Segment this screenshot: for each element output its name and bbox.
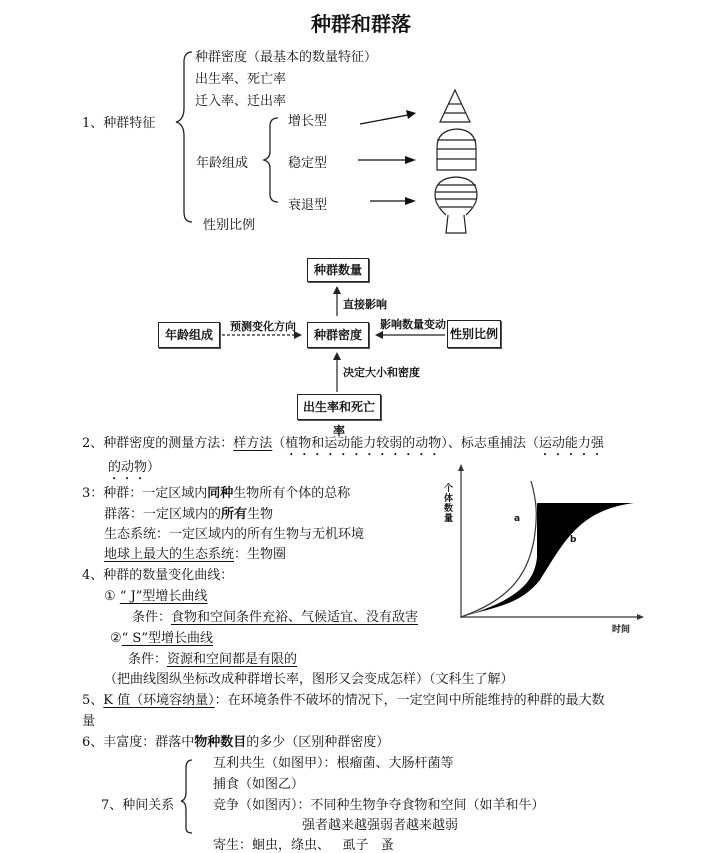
- j-curve-title: ① “ J”型增长曲线: [104, 589, 208, 604]
- mutualism-item: 互利共生（如图甲）：根瘤菌、大肠杆菌等: [213, 756, 454, 771]
- migration-item: 迁入率、迁出率: [195, 94, 287, 109]
- pop-density-item: 种群密度（最基本的数量特征）: [195, 50, 378, 65]
- mark-recapture-note: （运动能力强: [525, 436, 604, 451]
- competition-note: 强者越来越强弱者越来越弱: [302, 818, 459, 833]
- flow-box-sex-ratio: 性别比例: [447, 320, 501, 348]
- quadrat-note: （植物和运动能力较弱的动物）: [272, 436, 448, 451]
- section1-label: 1、种群特征: [82, 116, 156, 131]
- chart-xlabel: 时间: [612, 625, 631, 635]
- j-curve-condition: 条件：食物和空间条件充裕、气候适宜、没有敌害: [132, 610, 419, 625]
- all-emph: 所有: [221, 507, 248, 522]
- age-type-stable: 稳定型: [288, 156, 328, 171]
- mark-recapture: 、标志重捕法: [447, 436, 526, 451]
- section7-label: 7、种间关系: [101, 798, 175, 813]
- section2-prefix: 2、种群密度的测量方法：: [82, 436, 234, 451]
- s-curve-title: ②“ S”型增长曲线: [110, 631, 213, 646]
- k-value-def: 5、K 值（环境容纳量）：在环境条件不破坏的情况下，一定空间中所能维持的种群的最大数: [82, 693, 605, 708]
- flow-box-pop-density: 种群密度: [307, 322, 369, 348]
- quadrat-method: 样方法: [233, 436, 273, 451]
- k-value-term: K 值（环境容纳量）: [103, 693, 215, 708]
- section4-label: 4、种群的数量变化曲线：: [82, 568, 234, 583]
- competition-item: 竞争（如图丙）：不同种生物争夺食物和空间（如羊和牛）: [213, 798, 545, 813]
- biosphere-def: 地球上最大的生态系统：生物圈: [104, 547, 287, 562]
- flow-box-pop-size: 种群数量: [307, 258, 369, 282]
- same-species-emph: 同种: [207, 486, 234, 501]
- section4-note: （把曲线图纵坐标改成种群增长率，图形又会变成怎样）（文科生了解）: [104, 672, 514, 687]
- series-a-label: a: [514, 514, 521, 524]
- edge-label-direct: 直接影响: [343, 298, 387, 311]
- richness-def: 6、丰富度：群落中物种数目的多少（区别种群密度）: [82, 735, 390, 750]
- flow-box-age-structure: 年龄组成: [158, 322, 220, 348]
- age-structure-label: 年龄组成: [196, 156, 249, 171]
- chart-ylabel: 个体数量: [444, 484, 454, 524]
- community-def: 群落：一定区域内的所有生物: [104, 507, 274, 522]
- predation-item: 捕食（如图乙）: [213, 777, 305, 792]
- series-b-label: b: [570, 535, 577, 545]
- s-curve-condition: 条件：资源和空间都是有限的: [128, 652, 298, 667]
- section2-line2: 的动物）: [108, 460, 161, 475]
- edge-label-predict: 预测变化方向: [230, 320, 296, 333]
- k-value-def-end: 量: [82, 714, 96, 729]
- birth-death-item: 出生率、死亡率: [195, 72, 287, 87]
- edge-label-affect: 影响数量变动: [380, 318, 446, 331]
- sex-ratio-item: 性别比例: [203, 218, 256, 233]
- edge-label-determine: 决定大小和密度: [343, 366, 420, 379]
- age-type-growth: 增长型: [288, 114, 328, 129]
- parasitism-item: 寄生：蛔虫，绦虫、 虱子 蚤: [213, 838, 394, 853]
- ecosystem-def: 生态系统：一定区域内的所有生物与无机环境: [104, 527, 365, 542]
- population-def: 3：种群：一定区域内同种生物所有个体的总称: [82, 486, 351, 501]
- page-title: 种群和群落: [311, 12, 411, 36]
- age-type-decline: 衰退型: [288, 198, 328, 213]
- flow-box-birth-death: 出生率和死亡率: [297, 394, 381, 420]
